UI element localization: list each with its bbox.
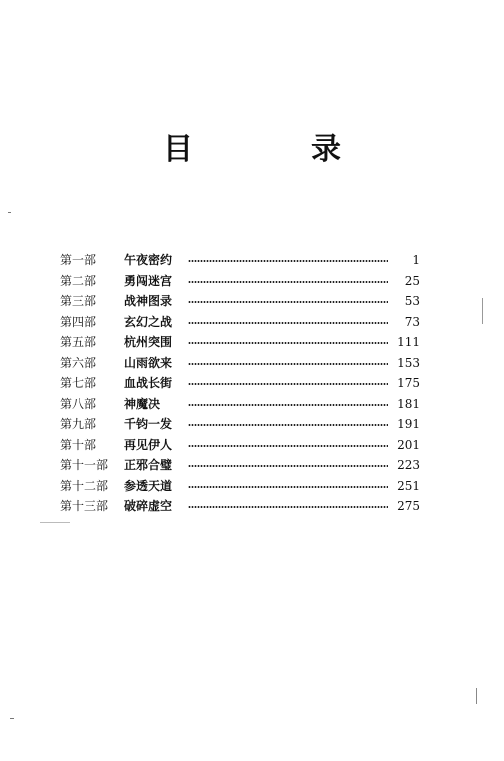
- toc-row: [60, 496, 420, 517]
- toc-page-number: 53: [404, 294, 420, 309]
- toc-row: [60, 476, 420, 497]
- toc-part-label: 第十二部: [60, 478, 109, 493]
- toc-dot-leader: [188, 445, 388, 447]
- toc-page-number: 111: [397, 335, 420, 350]
- toc-chapter-title: 杭州突围: [124, 335, 173, 350]
- toc-page-number: 1: [412, 253, 420, 268]
- toc-row: [60, 291, 420, 312]
- toc-page-number: 201: [397, 437, 420, 452]
- toc-part-label: 第一部: [60, 253, 97, 268]
- toc-chapter-title: 千钧一发: [124, 417, 173, 432]
- toc-row: [60, 435, 420, 456]
- toc-dot-leader: [188, 363, 388, 365]
- toc-chapter-title: 正邪合璧: [124, 458, 173, 473]
- toc-dot-leader: [188, 383, 388, 385]
- toc-part-label: 第五部: [60, 335, 97, 350]
- toc-part-label: 第七部: [60, 376, 97, 391]
- toc-dot-leader: [188, 322, 388, 324]
- scan-speck: [10, 718, 14, 719]
- toc-dot-leader: [188, 486, 388, 488]
- toc-chapter-title: 玄幻之战: [124, 314, 173, 329]
- toc-part-label: 第六部: [60, 355, 97, 370]
- toc-page-number: 153: [397, 355, 420, 370]
- scan-speck: [8, 212, 11, 213]
- toc-part-label: 第八部: [60, 396, 97, 411]
- toc-page-number: 191: [397, 417, 420, 432]
- toc-row: [60, 332, 420, 353]
- toc-chapter-title: 勇闯迷宫: [124, 273, 173, 288]
- toc-page-number: 251: [397, 478, 420, 493]
- toc-part-label: 第二部: [60, 273, 97, 288]
- toc-row: [60, 312, 420, 333]
- toc-chapter-title: 破碎虚空: [124, 499, 173, 514]
- toc-page-number: 25: [404, 273, 420, 288]
- toc-dot-leader: [188, 465, 388, 467]
- toc-chapter-title: 血战长街: [124, 376, 173, 391]
- toc-row: [60, 373, 420, 394]
- toc-part-label: 第十一部: [60, 458, 109, 473]
- toc-row: [60, 271, 420, 292]
- toc-part-label: 第九部: [60, 417, 97, 432]
- toc-dot-leader: [188, 424, 388, 426]
- scan-speck: [482, 298, 483, 324]
- toc-part-label: 第十三部: [60, 499, 109, 514]
- toc-page-number: 181: [397, 396, 420, 411]
- scan-speck: [476, 688, 477, 704]
- toc-chapter-title: 战神图录: [124, 294, 173, 309]
- toc-chapter-title: 参透天道: [124, 478, 173, 493]
- toc-page-number: 275: [397, 499, 420, 514]
- toc-dot-leader: [188, 281, 388, 283]
- toc-part-label: 第十部: [60, 437, 97, 452]
- toc-chapter-title: 山雨欲来: [124, 355, 173, 370]
- toc-dot-leader: [188, 342, 388, 344]
- toc-row: [60, 353, 420, 374]
- toc-dot-leader: [188, 260, 388, 262]
- toc-page-number: 223: [397, 458, 420, 473]
- toc-dot-leader: [188, 404, 388, 406]
- toc-page-number: 175: [397, 376, 420, 391]
- toc-row: [60, 394, 420, 415]
- toc-chapter-title: 神魔决: [124, 396, 161, 411]
- toc-part-label: 第三部: [60, 294, 97, 309]
- toc-page-number: 73: [404, 314, 420, 329]
- table-of-contents: [60, 250, 420, 517]
- toc-row: [60, 250, 420, 271]
- toc-chapter-title: 午夜密约: [124, 253, 173, 268]
- page-title: 目 录: [163, 132, 385, 167]
- toc-chapter-title: 再见伊人: [124, 437, 173, 452]
- toc-dot-leader: [188, 301, 388, 303]
- toc-dot-leader: [188, 506, 388, 508]
- toc-row: [60, 455, 420, 476]
- toc-part-label: 第四部: [60, 314, 97, 329]
- toc-row: [60, 414, 420, 435]
- scan-speck: [40, 522, 70, 523]
